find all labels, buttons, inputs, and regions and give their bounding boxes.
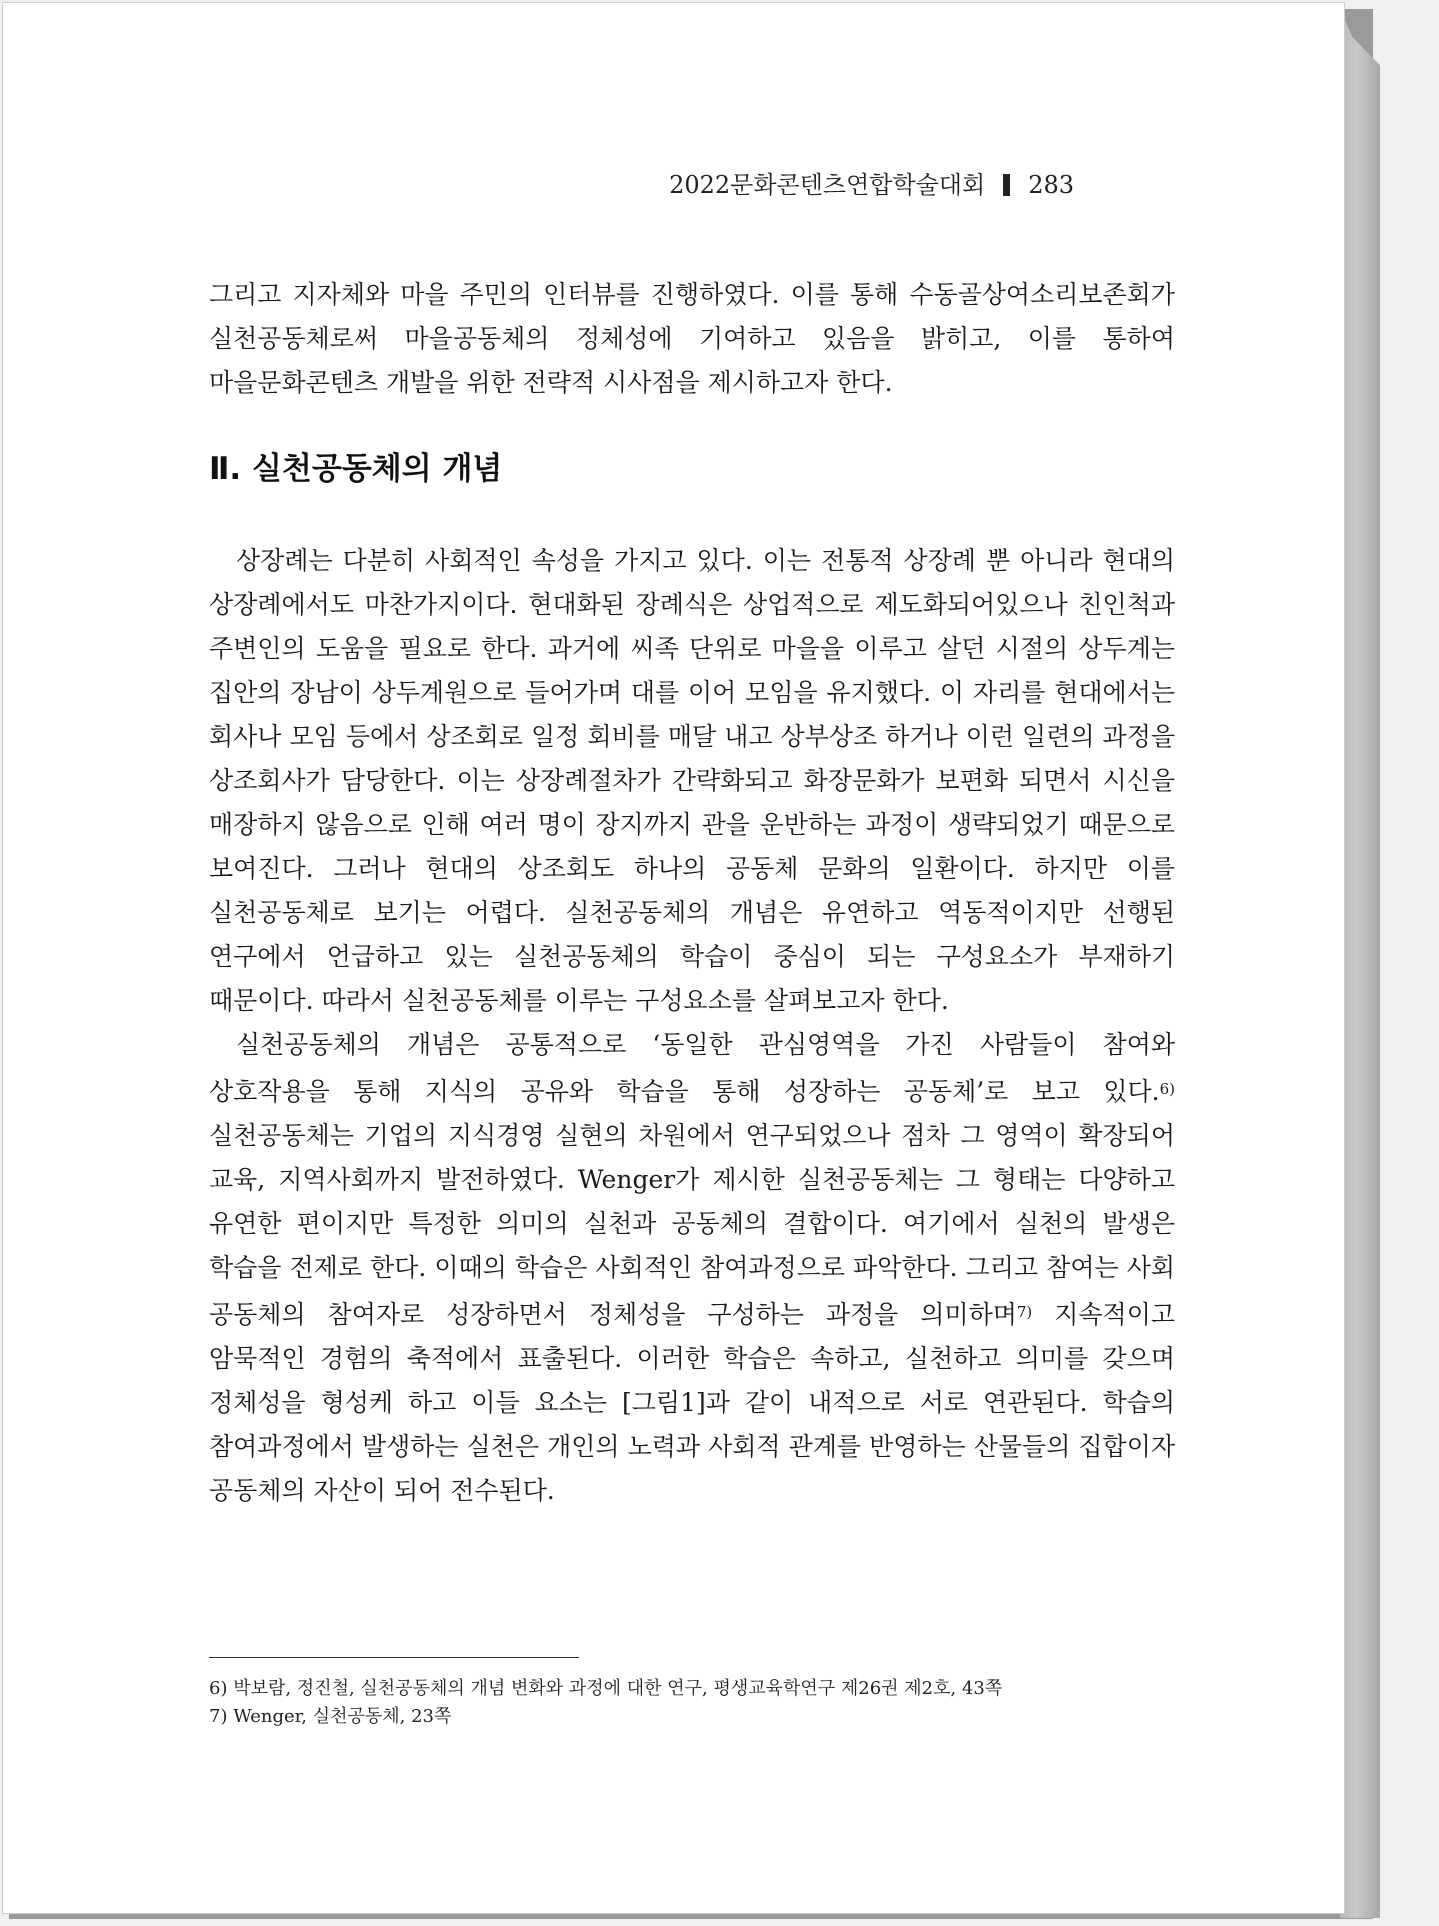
header-title: 2022문화콘텐츠연합학술대회 [669, 171, 986, 199]
running-header [669, 165, 1074, 200]
footnote-7: 7) Wenger, 실천공동체, 23쪽 [209, 1706, 452, 1727]
footnote-ref-7[interactable]: 7) [1016, 1303, 1033, 1321]
paragraph-2-part-c: 지속적이고 암묵적인 경험의 축적에서 표출된다. 이러한 학습은 속하고, 실천하고 의미를 갖으며 정체성을 형성케 하고 이들 요소는 [그림1]과 같이 내적으로 서로 연관된다. 학습의 참여과정에서 발생하는 실천은 개인의 노력과 사회적 관계를 반영하는 산물들의 집합이자 공동체의 자산이 되어 전수된다. [209, 1300, 1175, 1505]
footnote-ref-6[interactable]: 6) [1159, 1080, 1175, 1098]
paragraph-2-part-a: 실천공동체의 개념은 공통적으로 ‘동일한 관심영역을 가진 사람들이 참여와 상호작용을 통해 지식의 공유와 학습을 통해 성장하는 공동체’로 보고 있다. [209, 1030, 1175, 1106]
paragraph-2-part-b: 실천공동체는 기업의 지식경영 실현의 차원에서 연구되었으나 점차 그 영역이 확장되어 교육, 지역사회까지 발전하였다. Wenger가 제시한 실천공동체는 그 형태는 다양하고 유연한 편이지만 특정한 의미의 실천과 공동체의 결합이다. 여기에서 실천의 발생은 학습을 전제로 한다. 이때의 학습은 사회적인 참여과정으로 파악한다. 그리고 참여는 사회 공동체의 참여자로 성장하면서 정체성을 구성하는 과정을 의미하며 [209, 1121, 1175, 1329]
page-edge [1340, 8, 1380, 1918]
section-body [209, 539, 1175, 1513]
document-page [2, 2, 1345, 1914]
section-heading: Ⅱ. 실천공동체의 개념 [209, 451, 503, 487]
footnote-6: 6) 박보람, 정진철, 실천공동체의 개념 변화와 과정에 대한 연구, 평생교육학연구 제26권 제2호, 43쪽 [209, 1678, 1003, 1699]
body-paragraph-2 [209, 1023, 1175, 1513]
intro-paragraph: 그리고 지자체와 마을 주민의 인터뷰를 진행하였다. 이를 통해 수동골상여소리보존회가 실천공동체로써 마을공동체의 정체성에 기여하고 있음을 밝히고, 이를 통하여 마을문화콘텐츠 개발을 위한 전략적 시사점을 제시하고자 한다. [209, 280, 1175, 397]
footnote-divider [209, 1657, 579, 1658]
footnotes [209, 1675, 1109, 1731]
header-separator [1003, 174, 1010, 196]
body-paragraph-1: 상장례는 다분히 사회적인 속성을 가지고 있다. 이는 전통적 상장례 뿐 아니라 현대의 상장례에서도 마찬가지이다. 현대화된 장례식은 상업적으로 제도화되어있으나 친인척과 주변인의 도움을 필요로 한다. 과거에 씨족 단위로 마을을 이루고 살던 시절의 상두계는 집안의 장남이 상두계원으로 들어가며 대를 이어 모임을 유지했다. 이 자리를 현대에서는 회사나 모임 등에서 상조회로 일정 회비를 매달 내고 상부상조 하거나 이런 일련의 과정을 상조회사가 담당한다. 이는 상장례절차가 간략화되고 화장문화가 보편화 되면서 시신을 매장하지 않음으로 인해 여러 명이 장지까지 관을 운반하는 과정이 생략되었기 때문으로 보여진다. 그러나 현대의 상조회도 하나의 공동체 문화의 일환이다. 하지만 이를 실천공동체로 보기는 어렵다. 실천공동체의 개념은 유연하고 역동적이지만 선행된 연구에서 언급하고 있는 실천공동체의 학습이 중심이 되는 구성요소가 부재하기 때문이다. 따라서 실천공동체를 이루는 구성요소를 살펴보고자 한다. [209, 546, 1175, 1015]
page-number: 283 [1028, 171, 1074, 199]
intro-section [209, 273, 1175, 405]
